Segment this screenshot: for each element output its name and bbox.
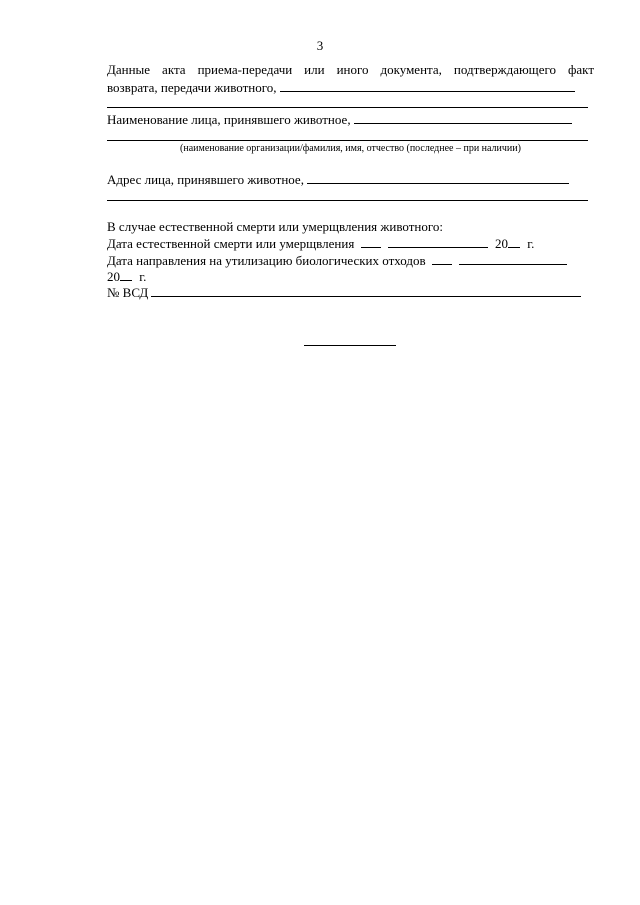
- disposal-date-month-field[interactable]: [459, 253, 567, 265]
- disposal-date-day-field[interactable]: [432, 253, 452, 265]
- vsd-line: [107, 285, 594, 301]
- receiver-address-line: [107, 172, 594, 188]
- receiver-name-field[interactable]: [354, 112, 572, 124]
- death-section-heading: В случае естественной смерти или умерщвления животного:: [107, 219, 443, 234]
- death-date-day-field[interactable]: [361, 236, 381, 248]
- vsd-label: № ВСД: [107, 285, 149, 300]
- act-document-field-continuation[interactable]: [107, 107, 588, 108]
- receiver-address-field-continuation[interactable]: [107, 200, 588, 201]
- death-date-month-field[interactable]: [388, 236, 488, 248]
- receiver-name-line: [107, 112, 594, 128]
- disposal-date-year-field[interactable]: [120, 269, 132, 281]
- page-number: 3: [316, 38, 324, 53]
- disposal-date-label: Дата направления на утилизацию биологических отходов: [107, 253, 426, 268]
- act-document-line-2: [107, 80, 594, 96]
- disposal-date-year-suffix: г.: [139, 269, 147, 284]
- death-date-year-field[interactable]: [508, 236, 520, 248]
- death-date-year-prefix: 20: [495, 236, 509, 251]
- death-date-line: [107, 236, 594, 252]
- death-date-year-suffix: г.: [527, 236, 535, 251]
- receiver-address-field[interactable]: [307, 172, 569, 184]
- receiver-name-caption: (наименование организации/фамилия, имя, отчество (последнее – при наличии): [180, 143, 521, 154]
- end-of-document-rule: [304, 345, 396, 346]
- vsd-field[interactable]: [151, 285, 581, 297]
- receiver-name-label: Наименование лица, принявшего животное,: [107, 112, 351, 127]
- act-document-field[interactable]: [280, 80, 575, 92]
- act-document-label: возврата, передачи животного,: [107, 80, 277, 95]
- death-date-label: Дата естественной смерти или умерщвления: [107, 236, 355, 251]
- disposal-date-year-prefix: 20: [107, 269, 120, 284]
- receiver-address-label: Адрес лица, принявшего животное,: [107, 172, 304, 187]
- act-document-line-1: Данные акта приема-передачи или иного документа, подтверждающего факт: [107, 62, 594, 77]
- disposal-date-year-line: [107, 269, 594, 285]
- receiver-name-field-continuation[interactable]: [107, 140, 588, 141]
- disposal-date-line: [107, 253, 594, 269]
